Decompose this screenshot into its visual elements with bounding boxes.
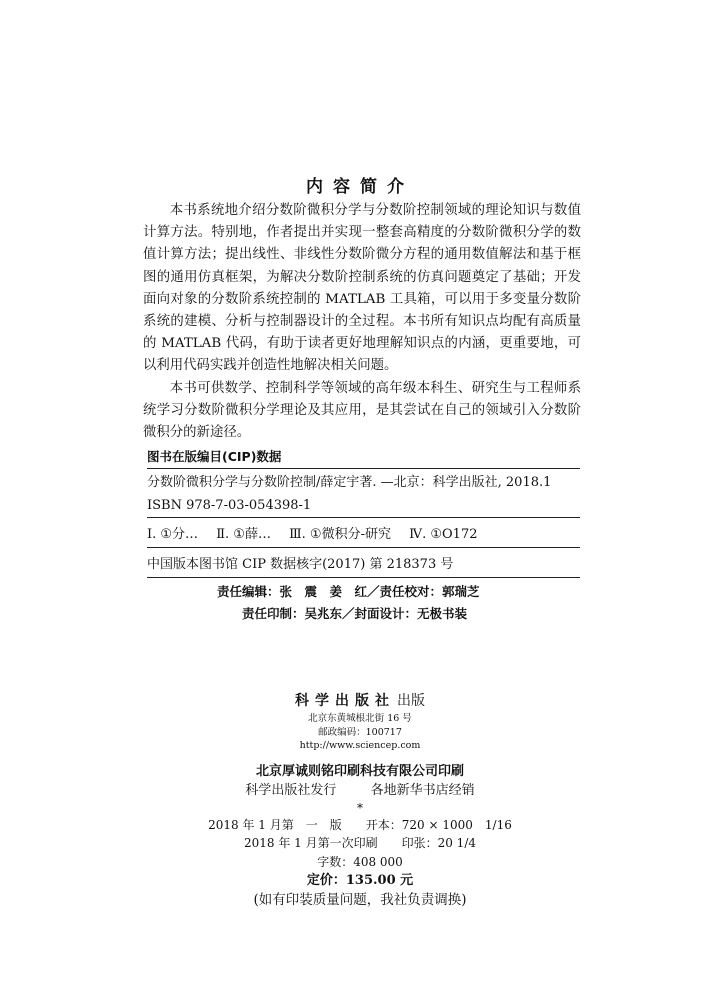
credit-line-editors: 责任编辑：张 震 姜 红／责任校对：郭瑞芝 [217, 584, 480, 599]
abstract-paragraph: 本书系统地介绍分数阶微积分学与分数阶控制领域的理论知识与数值计算方法。特别地，作者提出并实现一整套高精度的分数阶微积分学的数值计算方法；提出线性、非线性分数阶微分方程的通用数值解法和基于框图的通用仿真框架，为解决分数阶控制系统的仿真问题奠定了基础；开发面向对象的分数阶系统控制的 MATLAB 工具箱，可以用于多变量分数阶系统的建模、分析与控制器设计的全过程。本书所有知识点均配有高质量的 MATLAB 代码，有助于读者更好地理解知识点的内涵，更重要地，可以利用代码实践并创造性地解决相关问题。 [143, 203, 581, 374]
distribution-line [0, 781, 720, 800]
publisher-url: http://www.sciencep.com [299, 740, 421, 751]
retailer: 各地新华书店经销 [370, 782, 475, 798]
credit-line-production: 责任印制：吴兆东／封面设计：无极书装 [242, 606, 468, 621]
cip-subject: Ⅰ. ①分… [147, 527, 199, 542]
price: 定价：135.00 元 [306, 873, 414, 888]
cip-bibliographic-line: 分数阶微积分学与分数阶控制/薛定宇著. —北京：科学出版社, 2018.1 [147, 475, 552, 490]
printing-line: 2018 年 1 月第一次印刷 印张：20 1/4 [243, 836, 476, 850]
separator-star: * [357, 800, 363, 815]
cip-subjects [147, 518, 580, 548]
issuer: 科学出版社发行 [245, 782, 337, 798]
cip-record-number: 中国版本图书馆 CIP 数据核字(2017) 第 218373 号 [147, 548, 580, 578]
publisher-address: 北京东黄城根北街 16 号 [308, 713, 412, 724]
abstract-paragraph: 本书可供数学、控制科学等领域的高年级本科生、研究生与工程师系统学习分数阶微积分学理论及其应用，是其尝试在自己的领域引入分数阶微积分的新途径。 [143, 380, 581, 441]
quality-notice: (如有印装质量问题，我社负责调换) [253, 892, 467, 908]
publisher-postcode: 邮政编码：100717 [318, 726, 402, 738]
cip-isbn: ISBN 978-7-03-054398-1 [147, 494, 580, 518]
cip-block [147, 446, 580, 578]
cip-heading: 图书在版编目(CIP)数据 [147, 446, 580, 469]
cip-subject: Ⅳ. ①O172 [409, 527, 478, 542]
edition-line: 2018 年 1 月第 一 版 开本：720 × 1000 1/16 [208, 817, 512, 832]
cip-subject: Ⅱ. ①薛… [216, 527, 271, 542]
publisher-suffix: 出版 [397, 693, 425, 709]
publisher-name: 科学出版社 [295, 693, 395, 709]
imprint [0, 690, 720, 910]
printer-line: 北京厚诚则铭印刷科技有限公司印刷 [255, 763, 464, 779]
abstract-title: 内容简介 [306, 177, 414, 197]
publisher-line [0, 690, 720, 712]
cip-subject: Ⅲ. ①微积分-研究 [289, 527, 391, 542]
abstract-body [143, 200, 581, 444]
word-count: 字数：408 000 [317, 854, 403, 869]
